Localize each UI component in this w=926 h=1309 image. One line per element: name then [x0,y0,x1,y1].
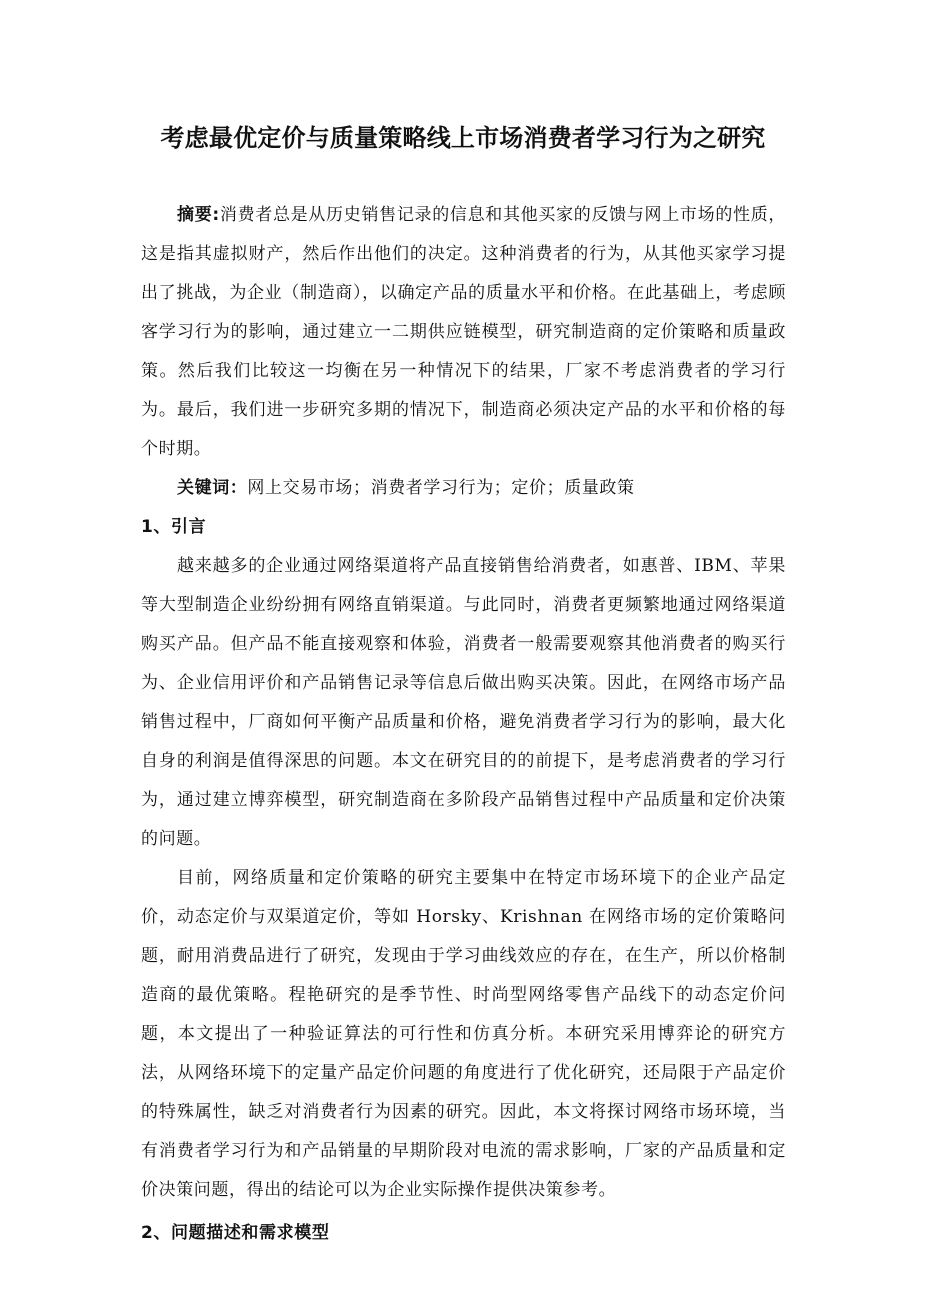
abstract-text: 消费者总是从历史销售记录的信息和其他买家的反馈与网上市场的性质，这是指其虚拟财产，然后作出他们的决定。这种消费者的行为，从其他买家学习提出了挑战，为企业（制造商），以确定产品的质量水平和价格。在此基础上，考虑顾客学习行为的影响，通过建立一二期供应链模型，研究制造商的定价策略和质量政策。然后我们比较这一均衡在另一种情况下的结果，厂家不考虑消费者的学习行为。最后，我们进一步研究多期的情况下，制造商必须决定产品的水平和价格的每个时期。 [141,205,786,459]
section-heading-problem-model: 2、问题描述和需求模型 [141,1223,330,1243]
keywords-paragraph [141,469,786,508]
paper-title: 考虑最优定价与质量策略线上市场消费者学习行为之研究 [160,124,766,152]
paper-body [141,196,786,1253]
abstract-label: 摘要: [177,205,220,225]
abstract-paragraph [141,196,786,469]
keywords-label: 关键词： [177,478,248,498]
keywords-text: 网上交易市场；消费者学习行为；定价；质量政策 [247,478,635,498]
intro-paragraph-1: 越来越多的企业通过网络渠道将产品直接销售给消费者，如惠普、IBM、苹果等大型制造企业纷纷拥有网络直销渠道。与此同时，消费者更频繁地通过网络渠道购买产品。但产品不能直接观察和体验，消费者一般需要观察其他消费者的购买行为、企业信用评价和产品销售记录等信息后做出购买决策。因此，在网络市场产品销售过程中，厂商如何平衡产品质量和价格，避免消费者学习行为的影响，最大化自身的利润是值得深思的问题。本文在研究目的的前提下，是考虑消费者的学习行为，通过建立博弈模型，研究制造商在多阶段产品销售过程中产品质量和定价决策的问题。 [141,556,786,849]
section-heading-introduction: 1、引言 [141,517,207,537]
intro-paragraph-2: 目前，网络质量和定价策略的研究主要集中在特定市场环境下的企业产品定价，动态定价与双渠道定价，等如 Horsky、Krishnan 在网络市场的定价策略问题，耐用消费品进行了研究，发现由于学习曲线效应的存在，在生产，所以价格制造商的最优策略。程艳研究的是季节性、时尚型网络零售产品线下的动态定价问题，本文提出了一种验证算法的可行性和仿真分析。本研究采用博弈论的研究方法，从网络环境下的定量产品定价问题的角度进行了优化研究，还局限于产品定价的特殊属性，缺乏对消费者行为因素的研究。因此，本文将探讨网络市场环境，当有消费者学习行为和产品销量的早期阶段对电流的需求影响，厂家的产品质量和定价决策问题，得出的结论可以为企业实际操作提供决策参考。 [141,868,786,1200]
